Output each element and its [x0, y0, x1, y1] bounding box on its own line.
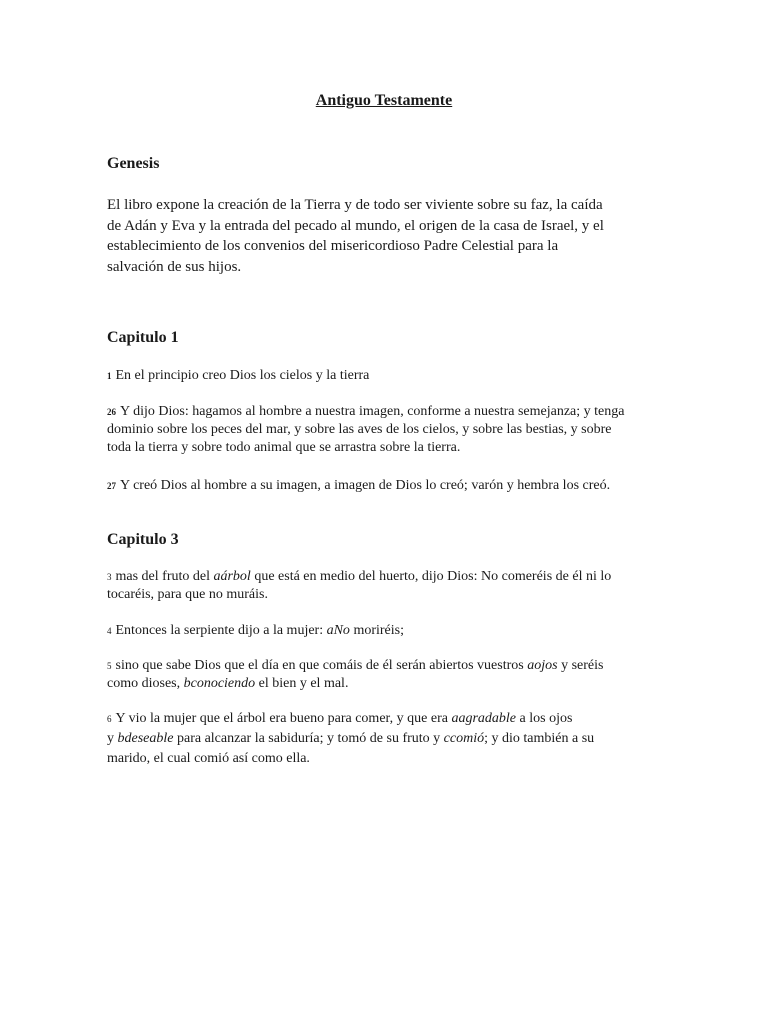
verse-text: sino que sabe Dios que el día en que comáis de él serán abiertos vuestros — [115, 658, 528, 673]
verse-text: para alcanzar la sabiduría; y tomó de su fruto y — [173, 731, 444, 746]
verse-line — [107, 675, 667, 693]
verse-text: el bien y el mal. — [255, 676, 349, 691]
footnote-word[interactable]: aNo — [326, 623, 350, 638]
footnote-word[interactable]: aagradable — [451, 711, 517, 726]
verse-1-1 — [107, 367, 667, 385]
verse-text: Entonces la serpiente dijo a la mujer: — [115, 623, 327, 638]
document-title: Antiguo Testamente — [315, 92, 453, 109]
verse-1-26 — [107, 403, 667, 457]
verse-line: dominio sobre los peces del mar, y sobre las aves de los cielos, y sobre las bestias, y sobre — [107, 422, 612, 437]
intro-line: salvación de sus hijos. — [107, 258, 242, 275]
verse-text: Y creó Dios al hombre a su imagen, a imagen de Dios lo creó; varón y hembra los creó. — [120, 478, 611, 493]
verse-3-5 — [107, 657, 667, 693]
footnote-word[interactable]: aárbol — [213, 569, 251, 584]
footnote-word[interactable]: bdeseable — [117, 731, 174, 746]
verse-text: moriréis; — [349, 623, 404, 638]
verse-line — [107, 367, 667, 385]
verse-text: que está en medio del huerto, dijo Dios: No comeréis de él ni lo — [250, 569, 612, 584]
verse-line — [107, 729, 667, 749]
verse-text: Y dijo Dios: hagamos al hombre a nuestra imagen, conforme a nuestra semejanza; y tenga — [120, 404, 625, 419]
verse-1-27 — [107, 477, 667, 495]
verse-number: 6 — [107, 714, 112, 724]
verse-line — [107, 657, 667, 675]
intro-line: de Adán y Eva y la entrada del pecado al mundo, el origen de la casa de Israel, y el — [107, 217, 604, 234]
verse-line: tocaréis, para que no muráis. — [107, 587, 268, 602]
verse-text: Y vio la mujer que el árbol era bueno para comer, y que era — [115, 711, 452, 726]
chapter-1-heading: Capitulo 1 — [107, 329, 179, 346]
footnote-word[interactable]: aojos — [527, 658, 558, 673]
verse-number: 27 — [107, 481, 116, 491]
footnote-word[interactable]: ccomió — [443, 731, 485, 746]
verse-text: y — [107, 731, 118, 746]
verse-number: 26 — [107, 407, 116, 417]
verse-number: 3 — [107, 572, 112, 582]
verse-text: En el principio creo Dios los cielos y la tierra — [115, 368, 370, 383]
verse-text: como dioses, — [107, 676, 184, 691]
verse-3-4 — [107, 622, 667, 640]
verse-text: mas del fruto del — [115, 569, 214, 584]
verse-line — [107, 568, 667, 586]
verse-3-3 — [107, 568, 667, 604]
footnote-word[interactable]: bconociendo — [183, 676, 256, 691]
verse-3-6 — [107, 709, 667, 769]
verse-line: marido, el cual comió así como ella. — [107, 751, 310, 766]
intro-line: El libro expone la creación de la Tierra y de todo ser viviente sobre su faz, la caída — [107, 197, 603, 213]
verse-number: 1 — [107, 371, 112, 381]
verse-line — [107, 403, 667, 421]
verse-line — [107, 709, 667, 729]
verse-line — [107, 622, 667, 640]
verse-number: 4 — [107, 626, 112, 636]
book-heading: Genesis — [107, 155, 160, 172]
verse-text: y seréis — [557, 658, 604, 673]
verse-text: a los ojos — [516, 711, 573, 726]
verse-line: toda la tierra y sobre todo animal que se arrastra sobre la tierra. — [107, 440, 461, 455]
verse-text: ; y dio también a su — [484, 731, 595, 746]
verse-number: 5 — [107, 661, 112, 671]
intro-line: establecimiento de los convenios del misericordioso Padre Celestial para la — [107, 238, 559, 254]
chapter-3-heading: Capitulo 3 — [107, 531, 179, 548]
verse-line — [107, 477, 667, 495]
book-intro — [107, 195, 667, 277]
